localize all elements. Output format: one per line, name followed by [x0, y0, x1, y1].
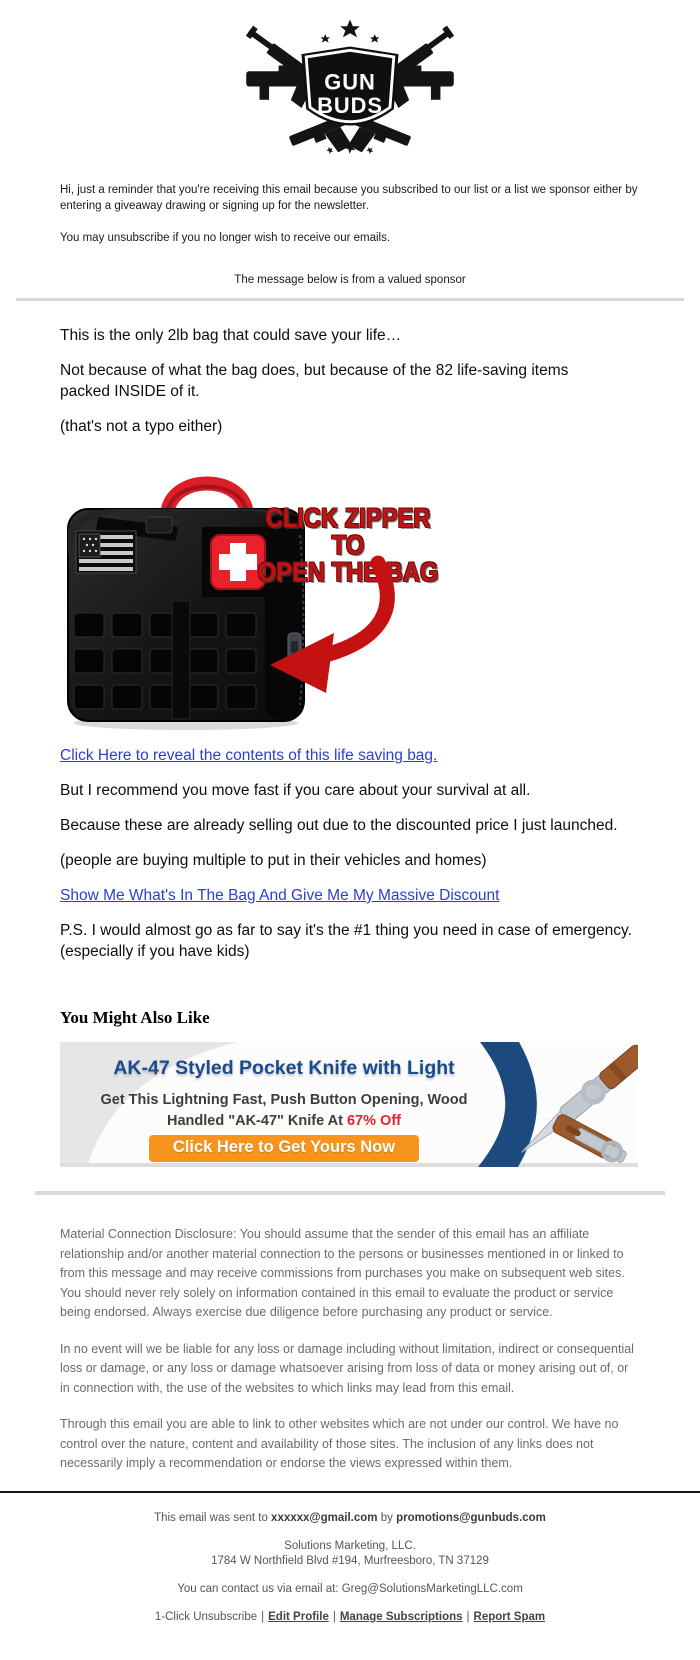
company-name: Solutions Marketing, LLC.: [284, 1539, 416, 1552]
ps-paragraph: P.S. I would almost go as far to say it's the #1 thing you need in case of emergency. (especially if you have kids): [60, 922, 632, 960]
show-me-discount-link[interactable]: Show Me What's In The Bag And Give Me My Massive Discount: [60, 887, 500, 904]
you-might-also-like-heading: You Might Also Like: [60, 1008, 210, 1027]
logo-text-gun: GUN: [324, 69, 376, 95]
body-paragraph: Not because of what the bag does, but because of the 82 life-saving items packed INSIDE of it.: [60, 362, 569, 400]
gun-buds-logo: [231, 14, 469, 157]
footer: [0, 1493, 700, 1646]
sender-email: promotions@gunbuds.com: [396, 1511, 546, 1524]
disclosure-section: [0, 1195, 700, 1474]
footer-links: 1-Click Unsubscribe | Edit Profile | Manage Subscriptions | Report Spam: [154, 1610, 546, 1623]
us-flag-patch: [76, 531, 136, 573]
get-yours-button[interactable]: Click Here to Get Yours Now: [149, 1135, 419, 1162]
company-block: [30, 1539, 670, 1569]
sponsor-note-text: The message below is from a valued sponsor: [234, 274, 466, 286]
report-spam-link[interactable]: Report Spam: [473, 1610, 546, 1623]
recipient-email: xxxxxx@gmail.com: [271, 1511, 378, 1524]
body-paragraph: (people are buying multiple to put in their vehicles and homes): [60, 852, 487, 869]
sponsor-message: [0, 301, 700, 1167]
contact-line: You can contact us via email at: Greg@SolutionsMarketingLLC.com: [177, 1582, 523, 1595]
edit-profile-link[interactable]: Edit Profile: [268, 1610, 329, 1623]
manage-subscriptions-link[interactable]: Manage Subscriptions: [339, 1610, 463, 1623]
body-paragraph: Because these are already selling out due to the discounted price I just launched.: [60, 817, 618, 834]
body-paragraph: (that's not a typo either): [60, 418, 223, 435]
logo-text-buds: BUDS: [317, 93, 383, 119]
discount-text: 67% Off: [346, 1113, 401, 1129]
banner-subtitle: Get This Lightning Fast, Push Button Opening, Wood Handled "AK-47" Knife At 67% Off: [100, 1092, 468, 1129]
banner-title: AK-47 Styled Pocket Knife with Light: [113, 1057, 455, 1079]
image-callout-text: CLICK ZIPPER TO OPEN THE BAG: [257, 503, 439, 587]
body-paragraph: But I recommend you move fast if you care about your survival at all.: [60, 782, 531, 799]
subscription-reminder-text: Hi, just a reminder that you're receiving this email because you subscribed to our list or a list we sponsor either by entering a giveaway drawing or signing up for the newsletter.: [60, 184, 638, 212]
disclosure-paragraph: Material Connection Disclosure: You should assume that the sender of this email has an affiliate relationship and/or another material connection to the persons or businesses mentioned in or linked to from this message and may receive commissions from purchases you make on subsequent web sites. You should never rely solely on information contained in this email to evaluate the product or service being endorsed. Always exercise due diligence before purchasing any product or service.: [60, 1227, 625, 1319]
company-address: 1784 W Northfield Blvd #194, Murfreesboro, TN 37129: [211, 1554, 489, 1567]
disclosure-paragraph: Through this email you are able to link to other websites which are not under our control. We have no control over the nature, content and availability of those sites. The inclusion of any links does not necessarily imply a recommendation or endorse the views expressed within them.: [60, 1417, 619, 1470]
intro-section: [0, 168, 700, 286]
first-aid-bag-promo-image[interactable]: [60, 463, 640, 735]
red-arrow-icon: [260, 551, 420, 703]
one-click-unsubscribe[interactable]: 1-Click Unsubscribe: [154, 1610, 258, 1623]
logo-section: [0, 0, 700, 168]
knife-ad-banner[interactable]: [60, 1042, 638, 1167]
unsubscribe-note-text: You may unsubscribe if you no longer wish to receive our emails.: [60, 232, 391, 244]
disclosure-paragraph: In no event will we be liable for any loss or damage including without limitation, indirect or consequential loss or damage, or any loss or damage whatsoever arising from loss of data or money arising out of, or in connection with, the use of the websites to which links may lead from this email.: [60, 1341, 634, 1395]
body-paragraph: This is the only 2lb bag that could save your life…: [60, 327, 402, 344]
reveal-contents-link[interactable]: Click Here to reveal the contents of this life saving bag.: [60, 747, 438, 764]
sent-to-line: This email was sent to xxxxxx@gmail.com by promotions@gunbuds.com: [154, 1511, 546, 1524]
